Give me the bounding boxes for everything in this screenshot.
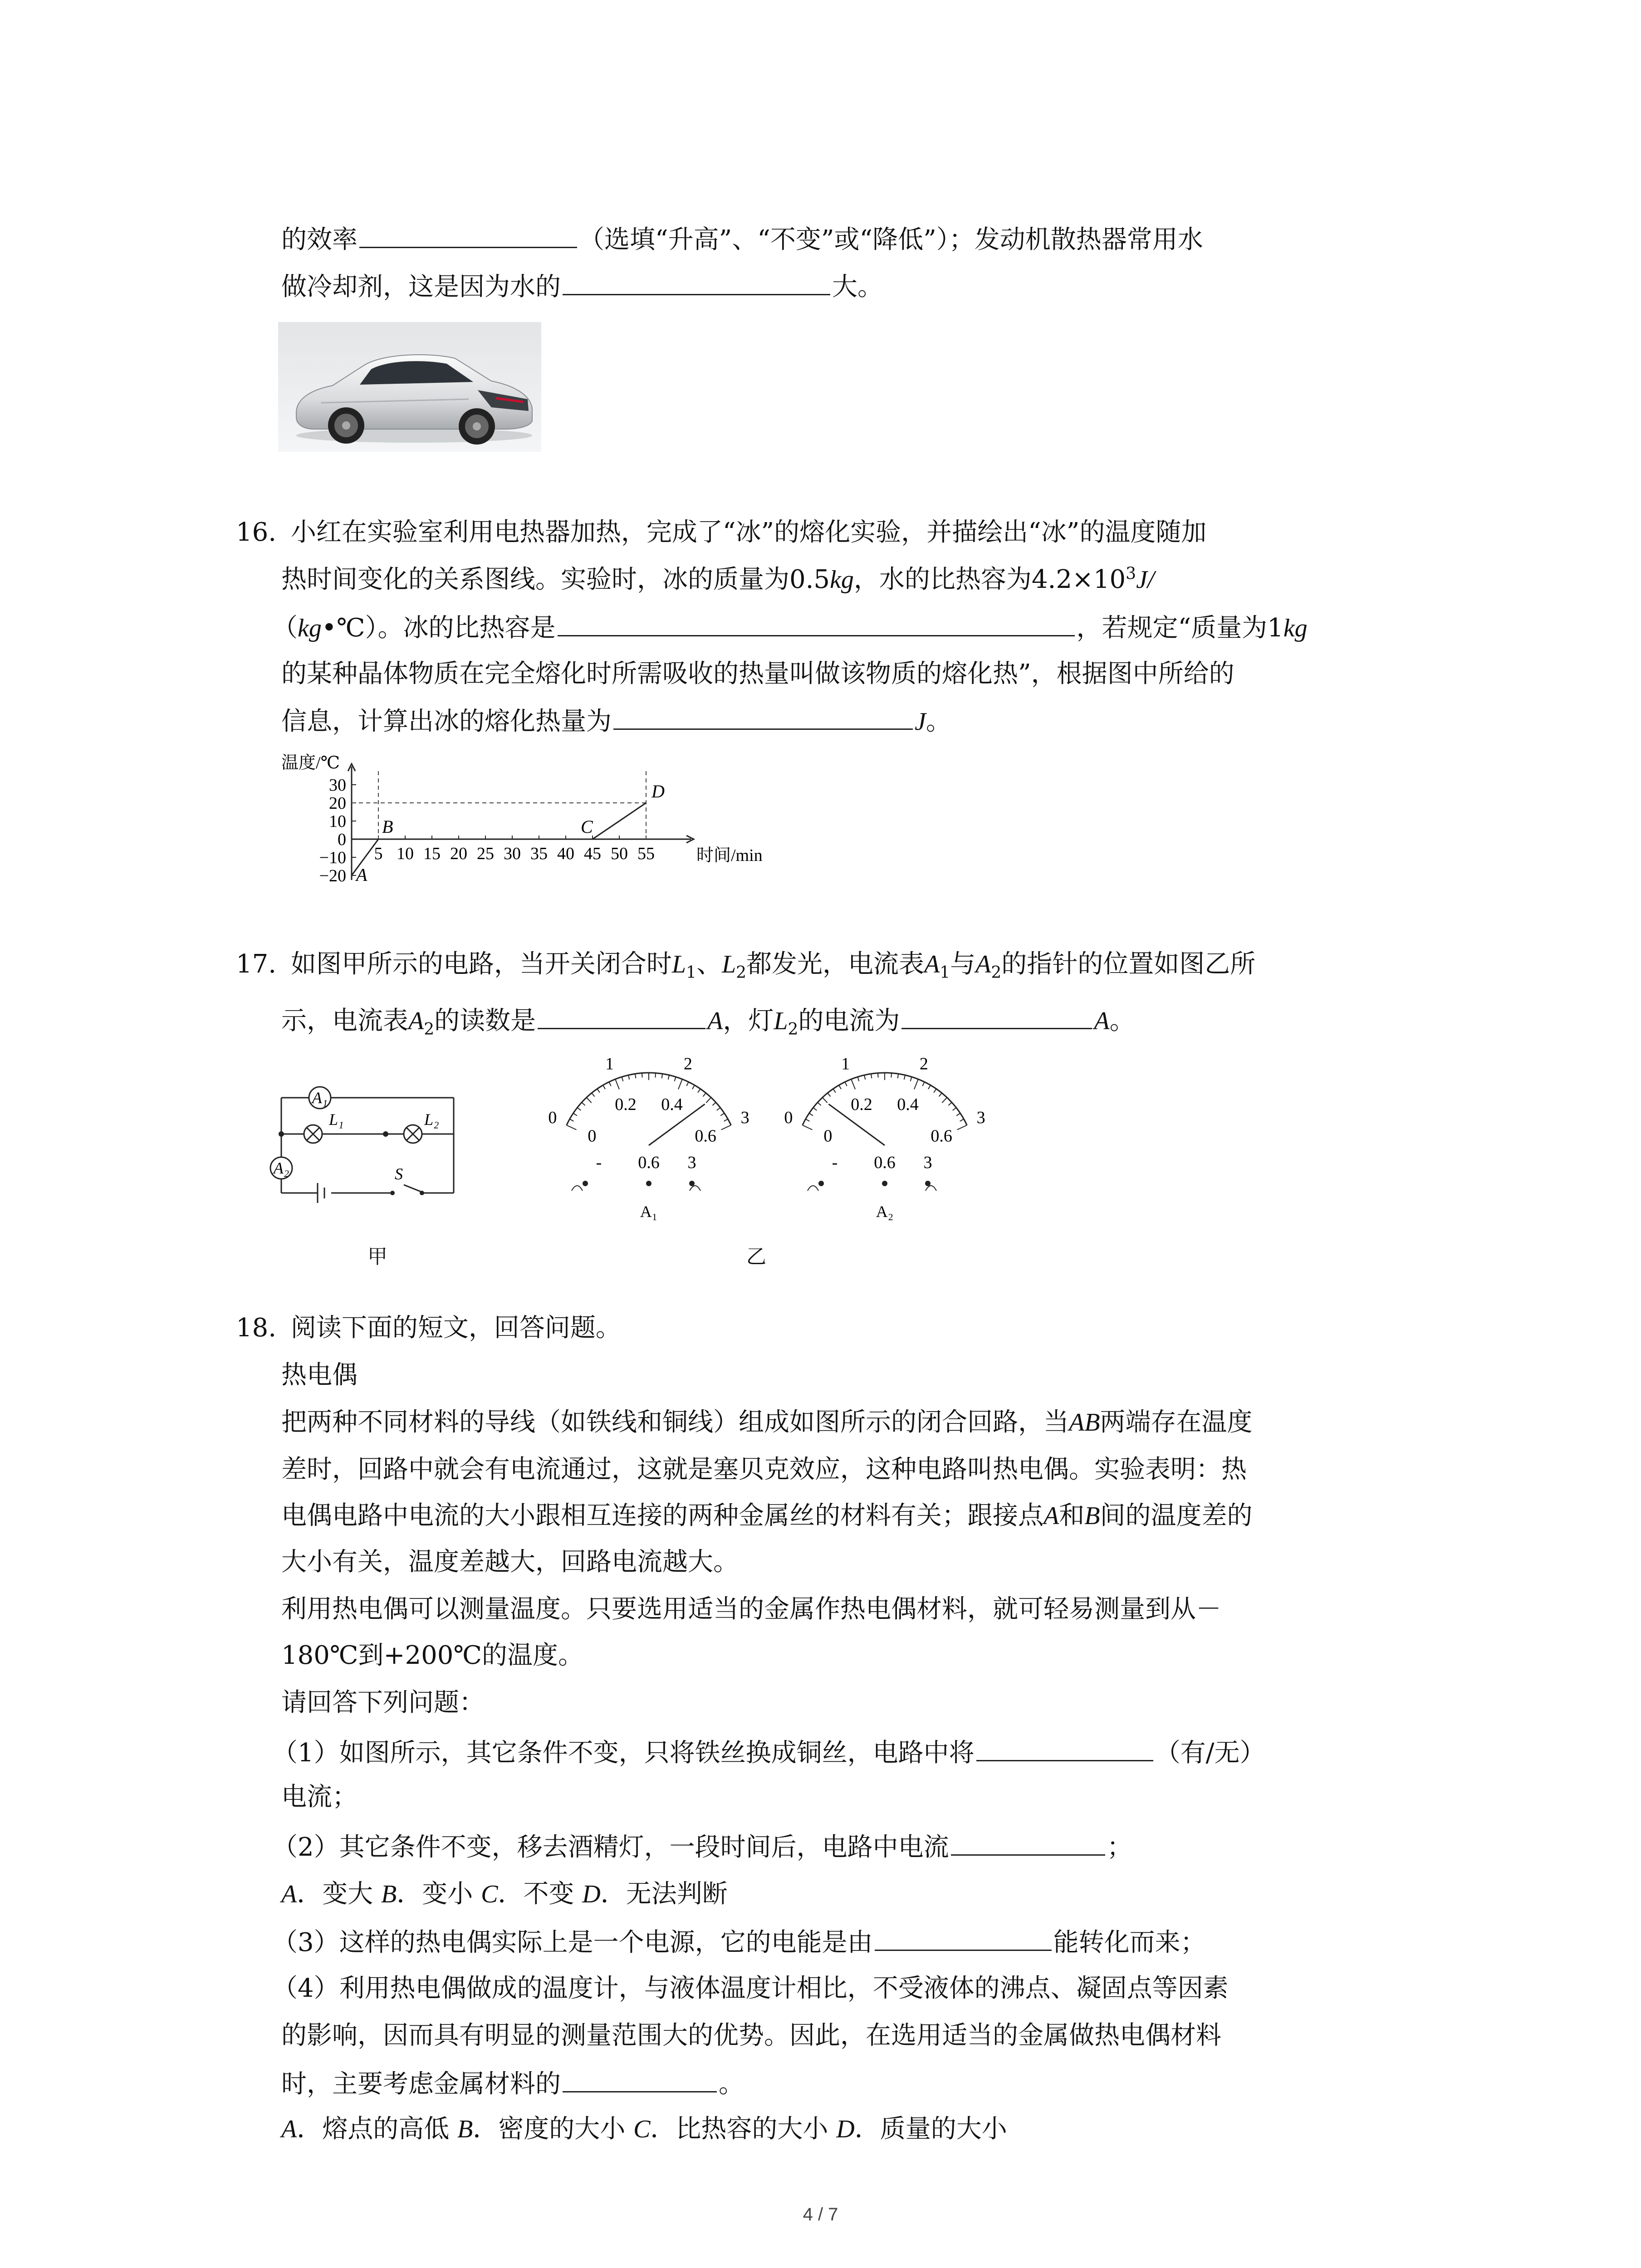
ammeter-symbol: A — [408, 1007, 424, 1035]
subscript: 1 — [686, 963, 696, 982]
option-a[interactable]: A — [281, 2115, 297, 2143]
x-tick-label: 10 — [397, 844, 414, 863]
dial-tick — [898, 1074, 899, 1078]
q18-text: 把两种不同材料的导线（如铁线和铜线）组成如图所示的闭合回路，当 — [281, 1408, 1069, 1437]
dial-tick — [833, 1089, 836, 1093]
dial-tick — [717, 1108, 720, 1110]
option-text: ．变小 — [397, 1879, 473, 1909]
answer-blank[interactable] — [613, 702, 913, 730]
dial-bottom-label: 0.6 — [695, 1126, 716, 1146]
terminal-post — [689, 1181, 695, 1186]
q18-sub4-l1: （4）利用热电偶做成的温度计，与液体温度计相比，不受液体的沸点、凝固点等因素 — [272, 1974, 1229, 2003]
terminal-post — [925, 1181, 931, 1186]
dial-top-label: 1 — [841, 1054, 850, 1074]
q18-sub2-l1 — [272, 1828, 1132, 1866]
dial-tick — [597, 1089, 600, 1093]
dial-bottom-label: 0.4 — [661, 1095, 683, 1114]
subscript: 2 — [424, 1020, 435, 1039]
x-tick-label: 45 — [584, 844, 601, 863]
dial-tick — [603, 1085, 605, 1089]
dial-tick — [573, 1113, 577, 1116]
dial-tick — [871, 1074, 872, 1078]
dial-tick — [922, 1082, 924, 1086]
q17-text: 与 — [950, 949, 976, 979]
terminal-post — [646, 1181, 652, 1186]
dial-tick — [570, 1119, 574, 1121]
q18-title: 热电偶 — [281, 1360, 358, 1390]
dial-tick — [956, 1113, 960, 1116]
q18-sub4-l3 — [281, 2065, 744, 2102]
option-c[interactable]: C — [481, 1880, 498, 1908]
terminal-post — [583, 1181, 588, 1186]
circuit-diagram — [268, 1075, 467, 1211]
circuit-label-A1: A₁ — [312, 1089, 328, 1107]
dial-top-label: 3 — [740, 1108, 749, 1128]
dial-top-label: 1 — [605, 1054, 614, 1074]
dial-tick — [809, 1113, 813, 1116]
q18-p2-l2: 180℃到+200℃的温度。 — [281, 1641, 583, 1670]
x-tick-label: 40 — [557, 844, 574, 863]
dial-bottom-label: 0.6 — [931, 1126, 952, 1146]
dial-tick — [706, 1098, 711, 1103]
q17-text: 都发光，电流表 — [746, 949, 924, 979]
q16-text: 热时间变化的关系图线。实验时，冰的质量为 — [281, 565, 789, 594]
lamp-symbol: L — [774, 1007, 788, 1035]
x-axis-label: 时间/min — [696, 846, 763, 865]
q16-text: 。 — [926, 707, 951, 736]
dial-top-label: 2 — [683, 1054, 692, 1074]
q17-line-1 — [236, 946, 1255, 982]
q18-text: （1）如图所示，其它条件不变，只将铁丝换成铜丝，电路中将 — [272, 1738, 975, 1768]
subscript: 2 — [788, 1020, 798, 1039]
exponent: 3 — [1126, 564, 1136, 583]
terminal-post — [882, 1181, 887, 1186]
dial-tick — [692, 1085, 695, 1089]
answer-blank[interactable] — [359, 220, 577, 248]
q18-p2-l1: 利用热电偶可以测量温度。只要选用适当的金属作热电偶材料，就可轻易测量到从－ — [281, 1594, 1221, 1624]
caption-jia: 甲 — [367, 1245, 387, 1268]
q18-text: 两端存在温度 — [1100, 1408, 1253, 1437]
option-text: ．不变 — [498, 1879, 574, 1909]
q17-text: 如图甲所示的电路，当开关闭合时 — [290, 949, 672, 979]
dial-tick — [948, 1102, 951, 1105]
dial-tick — [851, 1079, 855, 1089]
q18-text: ； — [1107, 1833, 1132, 1862]
subscript: 2 — [991, 963, 1002, 982]
q18-text: （2）其它条件不变，移去酒精灯，一段时间后，电路中电流 — [272, 1833, 949, 1862]
q18-text: （有/无） — [1155, 1738, 1265, 1768]
option-text: ．密度的大小 — [473, 2114, 626, 2144]
circuit-label-S: S — [395, 1165, 403, 1183]
wire-stub — [926, 1186, 936, 1191]
terminal-label: 0.6 — [638, 1153, 660, 1172]
meter-label: A₁ — [640, 1202, 658, 1221]
answer-blank[interactable] — [901, 1002, 1092, 1029]
dial-tick — [703, 1093, 706, 1097]
option-c[interactable]: C — [633, 2115, 651, 2143]
q18-prompt: 请回答下列问题： — [281, 1688, 485, 1717]
q17-line-2 — [281, 1002, 1135, 1039]
unit: kg — [298, 614, 322, 642]
option-text: ．变大 — [297, 1879, 373, 1909]
dial-tick — [721, 1125, 731, 1129]
q16-text: ，若规定“质量为 — [1076, 613, 1268, 643]
dial-tick — [914, 1079, 918, 1089]
q17-text: 的指针的位置如图乙所 — [1001, 949, 1256, 979]
answer-blank[interactable] — [538, 1002, 705, 1029]
dial-tick — [857, 1077, 859, 1081]
q18-text: （3）这样的热电偶实际上是一个电源，它的电能是由 — [272, 1928, 873, 1957]
q16-line-2 — [281, 562, 1155, 598]
dial-tick — [939, 1093, 942, 1097]
terminal-label: 3 — [923, 1153, 932, 1172]
q18-line-intro — [236, 1310, 621, 1346]
dial-tick — [828, 1093, 830, 1097]
dial-tick — [582, 1102, 585, 1105]
question-number: 18. — [236, 1313, 277, 1343]
dial-arc — [567, 1073, 731, 1125]
answer-blank[interactable] — [563, 2065, 717, 2092]
option-a[interactable]: A — [281, 1880, 297, 1908]
dial-tick — [675, 1077, 676, 1081]
option-text: ．熔点的高低 — [297, 2114, 450, 2144]
q18-sub1-l2: 电流； — [281, 1782, 358, 1812]
q16-text: 小红在实验室利用电热器加热，完成了“冰”的熔化实验，并描绘出“冰”的温度随加 — [290, 518, 1207, 547]
subscript: 2 — [736, 963, 746, 982]
q16-text: •℃）。冰的比热容是 — [321, 613, 556, 643]
q16-text: 信息，计算出冰的熔化热量为 — [281, 707, 612, 736]
dial-bottom-label: 0 — [823, 1126, 833, 1146]
q17-text: 。 — [1109, 1006, 1135, 1036]
q18-p1-l3 — [281, 1498, 1252, 1534]
subscript: 1 — [940, 963, 950, 982]
dial-top-label: 0 — [784, 1108, 793, 1128]
x-tick-label: 20 — [450, 844, 467, 863]
unit: A — [707, 1007, 723, 1035]
dial-tick — [577, 1108, 581, 1110]
dial-tick — [845, 1082, 847, 1086]
dial-bottom-label: 0.2 — [851, 1095, 872, 1114]
y-tick-label: −20 — [319, 866, 346, 885]
q18-sub1-l1 — [272, 1734, 1265, 1771]
dial-tick — [567, 1125, 577, 1129]
point-label: AB — [1069, 1408, 1100, 1437]
dial-top-label: 0 — [548, 1108, 557, 1128]
dial-tick — [839, 1085, 841, 1089]
page-number: 4 / 7 — [803, 2204, 838, 2224]
q18-text: 时，主要考虑金属材料的 — [281, 2069, 561, 2099]
y-tick-label: −10 — [319, 848, 346, 867]
q18-sub4-l2: 的影响，因而具有明显的测量范围大的优势。因此，在选用适当的金属做热电偶材料 — [281, 2021, 1221, 2050]
answer-blank[interactable] — [563, 268, 830, 295]
dial-tick — [678, 1079, 682, 1089]
dial-tick — [686, 1082, 688, 1086]
x-tick-label: 55 — [637, 844, 655, 863]
point-label: B — [1084, 1502, 1100, 1530]
circuit-label-L1: L₁ — [329, 1110, 344, 1129]
terminal-label: - — [596, 1153, 602, 1172]
dial-tick — [806, 1119, 810, 1121]
point-label-B: B — [382, 816, 393, 837]
y-tick-label: 20 — [329, 794, 346, 813]
q18-text: 间的温度差的 — [1100, 1501, 1253, 1530]
temperature-time-chart — [272, 753, 798, 903]
q16-text: （ — [272, 613, 298, 643]
option-text: ．比热容的大小 — [650, 2114, 828, 2144]
dial-tick — [655, 1073, 656, 1078]
q15-line-2 — [281, 268, 883, 305]
option-b[interactable]: B — [381, 1880, 397, 1908]
dial-tick — [720, 1113, 724, 1116]
unit: kg — [1283, 614, 1308, 642]
dial-tick — [960, 1119, 964, 1121]
dial-tick — [698, 1089, 700, 1093]
q18-p1-l4: 大小有关，温度差越大，回路电流越大。 — [281, 1547, 739, 1577]
q15-text: 大。 — [832, 272, 883, 302]
dial-tick — [668, 1075, 669, 1080]
q15-text: 的效率 — [281, 225, 358, 254]
q16-line-5 — [281, 702, 951, 740]
ammeter-A2 — [784, 1055, 985, 1221]
q17-text: 、 — [696, 949, 722, 979]
option-text: ．质量的大小 — [854, 2114, 1007, 2144]
unit: J/ — [1136, 566, 1155, 594]
dial-tick — [891, 1073, 892, 1078]
x-tick-label: 15 — [423, 844, 441, 863]
dial-top-label: 2 — [919, 1054, 928, 1074]
dial-tick — [712, 1102, 715, 1105]
dial-tick — [934, 1089, 936, 1093]
circuit-label-L2: L₂ — [424, 1110, 439, 1129]
terminal-label: - — [832, 1153, 838, 1172]
dial-tick — [928, 1085, 931, 1089]
dial-tick — [911, 1077, 912, 1081]
dial-bottom-label: 0 — [588, 1126, 597, 1146]
dial-tick — [662, 1074, 663, 1078]
x-tick-label: 5 — [374, 844, 383, 863]
q18-p1-l2: 差时，回路中就会有电流通过，这就是塞贝克效应，这种电路叫热电偶。实验表明：热 — [281, 1455, 1247, 1484]
q16-line-3 — [272, 609, 1308, 646]
point-label-A: A — [356, 865, 367, 885]
terminal-label: 3 — [687, 1153, 696, 1172]
answer-blank[interactable] — [951, 1828, 1105, 1856]
ammeter-A1 — [548, 1055, 749, 1221]
ammeter-symbol: A — [975, 950, 991, 978]
x-tick-label: 25 — [477, 844, 494, 863]
option-d[interactable]: D — [836, 2115, 855, 2143]
q16-text: 1 — [1267, 613, 1283, 643]
dial-tick — [957, 1125, 967, 1129]
dial-tick — [615, 1079, 619, 1089]
circuit-label-A2: A₂ — [273, 1159, 289, 1177]
ammeter-dials — [526, 1043, 1053, 1234]
lamp-symbol: L — [721, 950, 736, 978]
q17-text: 的读数是 — [434, 1006, 536, 1036]
q15-text: （选填“升高”、“不变”或“降低”）；发动机散热器常用水 — [579, 225, 1203, 254]
q16-text: 的某种晶体物质在完全熔化时所需吸收的热量叫做该物质的熔化热”，根据图中所给的 — [281, 659, 1234, 689]
mass-unit: kg — [830, 566, 854, 594]
terminal-post — [818, 1181, 824, 1186]
x-tick-label: 50 — [611, 844, 628, 863]
q18-text: 和 — [1059, 1501, 1085, 1530]
q18-text: 阅读下面的短文，回答问题。 — [290, 1313, 621, 1343]
mass-value: 0.5 — [789, 565, 830, 594]
caption-yi: 乙 — [746, 1245, 766, 1268]
dial-tick — [942, 1098, 947, 1103]
y-axis-label: 温度/℃ — [281, 753, 340, 772]
dial-tick — [635, 1074, 636, 1078]
dial-bottom-label: 0.4 — [897, 1095, 919, 1114]
q18-p1-l1 — [281, 1404, 1252, 1441]
x-tick-label: 35 — [530, 844, 548, 863]
q15-line-1 — [281, 220, 1203, 258]
dial-tick — [818, 1102, 821, 1105]
q17-text: 示，电流表 — [281, 1006, 408, 1036]
question-number: 16. — [236, 518, 277, 547]
y-tick-label: 10 — [329, 812, 346, 831]
point-label-C: C — [581, 816, 593, 837]
q18-text: 能转化而来； — [1053, 1928, 1206, 1957]
meter-label: A₂ — [876, 1202, 894, 1221]
lamp-symbol: L — [671, 950, 686, 978]
dial-tick — [628, 1075, 629, 1080]
dial-arc — [803, 1073, 967, 1125]
car-image — [278, 322, 541, 452]
wire-stub — [572, 1186, 583, 1191]
q17-text: ，灯 — [723, 1006, 774, 1036]
q18-text: 电偶电路中电流的大小跟相互连接的两种金属丝的材料有关；跟接点 — [281, 1501, 1043, 1530]
answer-blank[interactable] — [558, 609, 1075, 636]
y-tick-label: 0 — [338, 830, 346, 849]
answer-blank[interactable] — [875, 1923, 1052, 1951]
dial-tick — [823, 1098, 828, 1103]
x-tick-label: 30 — [504, 844, 521, 863]
q17-text: 的电流为 — [798, 1006, 900, 1036]
option-d[interactable]: D — [582, 1880, 601, 1908]
dial-tick — [904, 1075, 905, 1080]
specific-heat-value: 4.2×10 — [1031, 565, 1126, 594]
dial-bottom-label: 0.2 — [615, 1095, 637, 1114]
dial-tick — [953, 1108, 956, 1110]
wire-stub — [690, 1186, 700, 1191]
answer-blank[interactable] — [976, 1734, 1153, 1761]
terminal-label: 0.6 — [874, 1153, 896, 1172]
ammeter-symbol: A — [924, 950, 940, 978]
dial-tick — [813, 1108, 817, 1110]
q16-text: ，水的比热容为 — [853, 565, 1032, 594]
dial-tick — [724, 1119, 728, 1121]
dial-tick — [622, 1077, 623, 1081]
option-text: ．无法判断 — [600, 1879, 728, 1909]
question-number: 17. — [236, 949, 277, 979]
q16-line-1 — [236, 514, 1206, 551]
dial-tick — [609, 1082, 611, 1086]
point-label-D: D — [652, 781, 665, 802]
wire-stub — [808, 1186, 818, 1191]
dial-tick — [803, 1125, 813, 1129]
q18-sub4-options — [281, 2111, 1007, 2147]
q18-sub2-options — [281, 1876, 728, 1912]
dial-tick — [864, 1075, 865, 1080]
unit: A — [1094, 1007, 1110, 1035]
q18-sub3 — [272, 1923, 1206, 1961]
dial-tick — [587, 1098, 592, 1103]
q18-text: 。 — [719, 2069, 744, 2099]
y-tick-label: 30 — [329, 776, 346, 795]
dial-top-label: 3 — [976, 1108, 985, 1128]
dial-tick — [592, 1093, 594, 1097]
q16-line-4 — [281, 656, 1234, 692]
unit: J — [915, 708, 926, 736]
point-label: A — [1043, 1502, 1059, 1530]
q15-text: 做冷却剂，这是因为水的 — [281, 272, 561, 302]
option-b[interactable]: B — [457, 2115, 473, 2143]
